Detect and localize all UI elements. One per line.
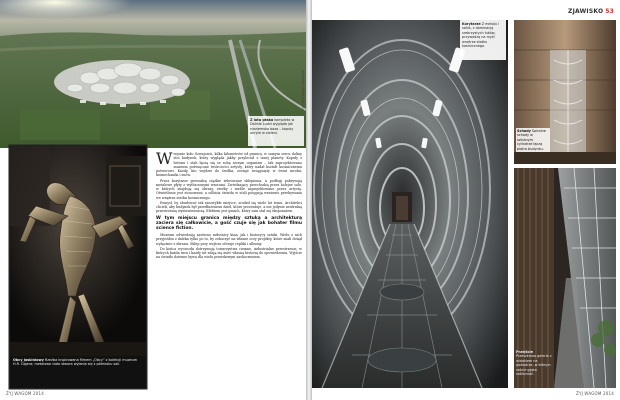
page-number: 53 <box>605 8 614 15</box>
section-brand <box>568 8 614 15</box>
corridor-caption <box>462 22 504 48</box>
left-folio: ŻYJ WAGOM 2014 <box>6 391 44 396</box>
gallery-photo <box>514 168 616 388</box>
gallery-caption-text: Przeszklona galeria z widokiem na podwórze, w którym rośnie gęsta roślinność. <box>516 354 552 377</box>
right-folio: ŻYJ WAGOM 2014 <box>576 391 614 396</box>
article-intro-text: rejonie koło Szwajcarii, kilka kilometrów od granicy, w samym sercu doliny stoi budynek, który wygląda jakby przyleciał z innej planety. Kopuły z betonu i stali łączą się ze sobą niczym organizm – tak zaprojektowano muzeum poświęcone twórczości artysty, który nadał kształt kosmicznemu potworowi. Każdy, kto wejdzie do środka, zostaje wciągnięty w świat mroku, biomechaniki i snów. <box>156 152 302 178</box>
gallery-caption <box>516 350 554 376</box>
right-page <box>312 0 620 400</box>
gallery-caption-lead: Przejście <box>516 350 534 354</box>
left-page <box>0 0 306 400</box>
aerial-credit: FOT. MATERIAŁY PRASOWE <box>301 69 305 110</box>
aerial-caption-lead: Z lotu ptaka <box>250 118 274 122</box>
corridor-caption-text: Z metalu i szkła, z dominacją srebrzystych łuków, przywodzą na myśl wnętrze statku kosmicznego. <box>462 22 500 49</box>
sculpture-caption-lead: Obcy jaskiniowy <box>13 358 44 362</box>
stair-caption-text: Spiralne schody w szklanym cylindrze łączą piętra budynku. <box>517 129 546 151</box>
aerial-caption <box>250 118 302 136</box>
stair-caption <box>516 128 550 152</box>
article-paragraph: Pomysł, by zbudować tak niezwykłe miejsce, zrodził się wiele lat temu. Architekci chcieli, aby budynek był przedłużeniem dzieł, które prezentuje, a nie jedynie neutralną przestrzenią wystawienniczą. Efektem jest gmach, który sam stał się eksponatem. <box>156 200 302 214</box>
corridor-caption-lead: Korytarze <box>462 22 481 26</box>
sculpture-illustration <box>10 146 146 356</box>
drop-cap: W <box>156 149 173 168</box>
aerial-caption-text: kompleks w Dolinie Ludzi wygląda jak nieziemska baza – kopuły ukryte w zieleni. <box>250 118 295 136</box>
stair-caption-lead: Schody <box>517 129 531 133</box>
article-paragraph: Do końca wycieczki dotrzymują towarzystwa ciemne, industrialne przestrzenie, w których każda rura i każdy nit zdają się mieć własną historię do opowiedzenia. Wyjście na światło dzienne bywa dla wielu prawdziwym zaskoczeniem. <box>156 246 302 260</box>
aerial-photo <box>0 0 306 148</box>
article-paragraph: Przez korytarze prowadzą ciężkie żebrowane sklepienia, a podłogi pokrywają metalowe płyty z wytłoczonymi wzorami. Zwiedzający przechodzą przez kolejne sale, w których znajdują się obrazy, rzeźby i meble zaprojektowane przez artystę. Oświetlenie jest stonowane, a odbicia światła w stali potęgują wrażenie przebywania we wnętrzu statku kosmicznego. <box>156 178 302 200</box>
article-body <box>156 149 302 261</box>
section-title: ZJAWISKO <box>568 8 604 15</box>
stair-photo <box>514 20 616 164</box>
corridor-illustration <box>312 20 508 388</box>
corridor-photo <box>312 20 508 388</box>
article-paragraph: Muzeum odwiedzają zarówno miłośnicy kina, jak i historycy sztuki. Wielu z nich przyjeżdża z daleka tylko po to, by zobaczyć na własne oczy projekty, które znali dotąd wyłącznie z ekranu. Sklep przy wejściu oferuje repliki i albumy. <box>156 233 302 246</box>
sculpture-photo <box>10 146 146 388</box>
sculpture-caption <box>13 358 141 367</box>
pull-quote: W tym miejscu granica między sztuką a architekturą zaciera się całkowicie, a gość czuje się jak bohater filmu science fiction. <box>156 215 302 231</box>
article-intro <box>156 149 302 178</box>
sculpture-caption-text: Rzeźba inspirowana filmem „Obcy” z kolekcji muzeum H.R. Gigera; metalowe ciało stwora wyłania się z półmroku sali. <box>13 358 138 367</box>
